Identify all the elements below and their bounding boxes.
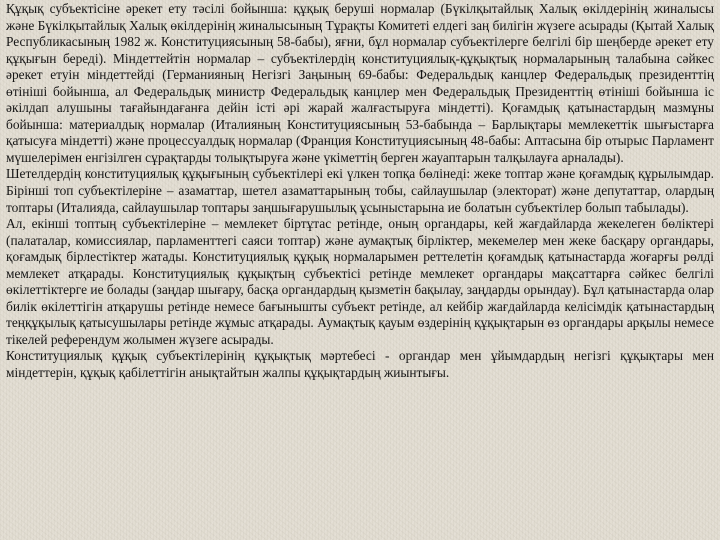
paragraph-subject-groups: Шетелдердің конституциялық құқығының субъектілері екі үлкен топқа бөлінеді: жеке топтар және қоғамдық құрылымдар. Бірінші топ субъектілеріне – азаматтар, шетел азаматтарының тобы, сайлаушылар (электорат) және депутаттар, олардың топтары (Италияда, сайлаушылар топтары заңшығарушылық ұсыныстарына ие болатын субъектілер болып табылады). xyxy=(6,166,714,215)
text-body xyxy=(6,1,714,382)
paragraph-second-group: Ал, екінші топтың субъектілеріне – мемлекет біртұтас ретінде, оның органдары, кей жағдайларда жекелеген бөліктері (палаталар, комиссиялар, парламенттегі саяси топтар) және аумақтық бірліктер, мекемелер мен жеке басқару органдары, қоғамдық бірлестіктер жатады. Конституциялық құқық нормаларымен реттелетін қоғамдық қатынастарда жоғарғы рөлді мемлекет атқарады. Конституциялық құқықтың субъектісі ретінде мемлекет органдары мақсаттарға сәйкес белгілі өкілеттіктерге ие болады (заңдар шығару, басқа органдардың қызметін бақылау, заңдарды орындау). Бұл қатынастарда олар билік өкілеттігін атқарушы ретінде немесе бағынышты субъект ретінде, ал кейбір жағдайларда келісімдік қатынастардың теңқұқылық қатысушылары ретінде жұмыс атқарады. Аумақтық қауым өздерінің құқықтарын өз органдары арқылы немесе тікелей референдум жолымен жүзеге асырады. xyxy=(6,216,714,347)
paragraph-norm-classification: Құқық субъектісіне әрекет ету тәсілі бойынша: құқық беруші нормалар (Бүкілқытайлық Халық өкілдерінің жиналысы және Бүкілқытайлық Халық өкілдерінің жиналысының Тұрақты Комитеті елдегі заң билігін жүзеге асырады (Қытай Халық Республикасының 1982 ж. Конституциясының 58-бабы), яғни, бұл нормалар субъектілерге белгілі бір шеңберде әрекет ету құқығын береді). Міндеттейтін нормалар – субъектілердің конституциялық-құқықтық нормаларының талабына сәйкес әрекет етуін міндеттейді (Германияның Негізгі Заңының 69-бабы: Федеральдық канцлер Федеральдық президенттің өтініші бойынша, ал Федеральдық министр Федеральдық канцлер мен Федеральдық Президенттің өтініші бойынша іс әкілдап алушыны тағайындағанға дейін істі әрі жарай жалғастыруға міндетті). Қоғамдық қатынастардың мазмұны бойынша: материалдық нормалар (Италияның Конституциясының 53-бабында – Барлықтары мемлекеттік шығыстарға қатысуға міндетті) және процессуалдық нормалар (Франция Конституциясының 48-бабы: Аптасына бір отырыс Парламент мүшелерімен енгізілген сұрақтарды толықтыруға және үкіметтің берген жауаптарын талқылауға арналады). xyxy=(6,1,714,165)
paragraph-legal-status: Конституциялық құқық субъектілерінің құқықтық мәртебесі - органдар мен ұйымдардың негізгі құқықтары мен міндеттерін, құқық қабілеттігін анықтайтын жалпы құқықтардың жиынтығы. xyxy=(6,348,714,381)
